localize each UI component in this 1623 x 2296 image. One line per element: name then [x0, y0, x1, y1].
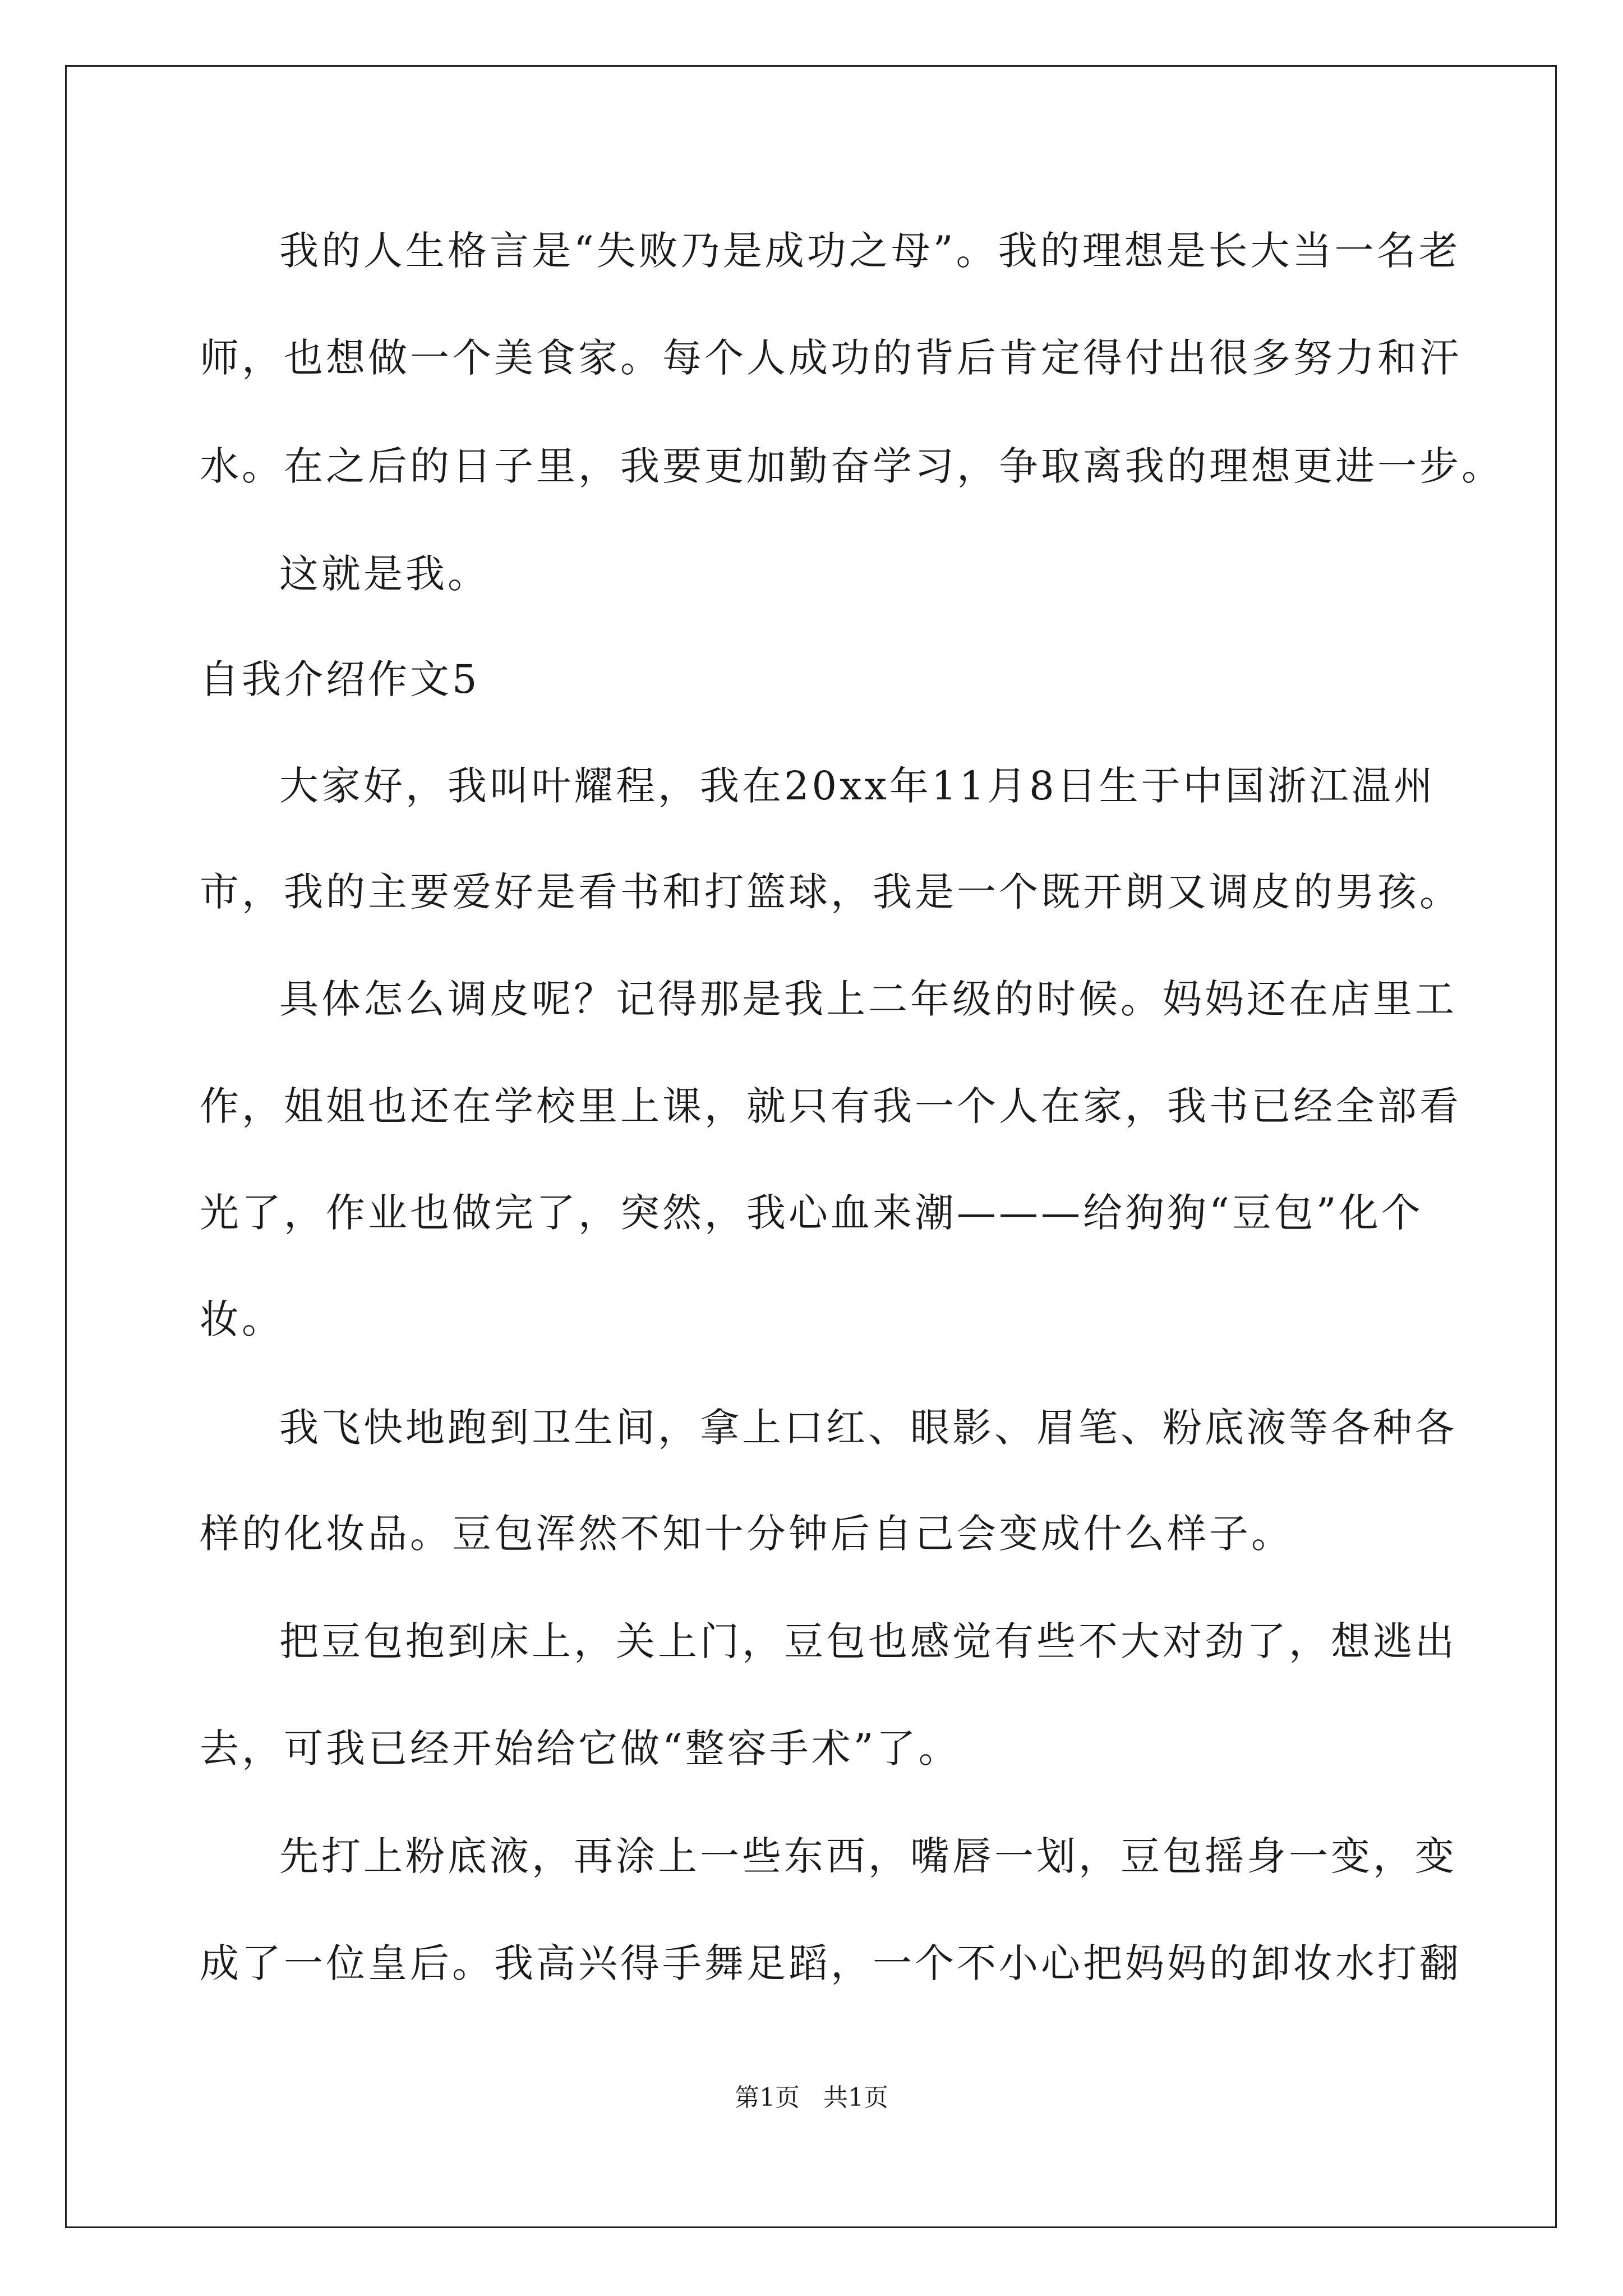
paragraph-line: 作，姐姐也还在学校里上课，就只有我一个人在家，我书已经全部看 [200, 1083, 1461, 1129]
paragraph-line: 具体怎么调皮呢？记得那是我上二年级的时候。妈妈还在店里工 [279, 976, 1457, 1022]
paragraph-line: 把豆包抱到床上，关上门，豆包也感觉有些不大对劲了，想逃出 [279, 1618, 1457, 1664]
paragraph-line: 我飞快地跑到卫生间，拿上口红、眼影、眉笔、粉底液等各种各 [279, 1405, 1457, 1451]
paragraph-line: 师，也想做一个美食家。每个人成功的背后肯定得付出很多努力和汗 [200, 335, 1461, 381]
paragraph-line: 市，我的主要爱好是看书和打篮球，我是一个既开朗又调皮的男孩。 [200, 869, 1461, 915]
page-border [65, 65, 1557, 2228]
paragraph-line: 我的人生格言是“失败乃是成功之母”。我的理想是长大当一名老 [279, 228, 1461, 274]
paragraph-line: 水。在之后的日子里，我要更加勤奋学习，争取离我的理想更进一步。 [200, 443, 1504, 489]
page-footer: 第1页 共1页 [735, 2083, 888, 2112]
paragraph-line: 大家好，我叫叶耀程，我在20xx年11月8日生于中国浙江温州 [279, 763, 1436, 809]
paragraph-line: 妆。 [200, 1296, 284, 1342]
paragraph-line: 成了一位皇后。我高兴得手舞足蹈，一个不小心把妈妈的卸妆水打翻 [200, 1940, 1461, 1986]
paragraph-line: 去，可我已经开始给它做“整容手术”了。 [200, 1726, 961, 1772]
paragraph-line: 光了，作业也做完了，突然，我心血来潮———给狗狗“豆包”化个 [200, 1190, 1423, 1236]
section-heading: 自我介绍作文5 [200, 656, 480, 702]
paragraph-line: 这就是我。 [279, 551, 490, 597]
paragraph-line: 样的化妆品。豆包浑然不知十分钟后自己会变成什么样子。 [200, 1511, 1293, 1557]
paragraph-line: 先打上粉底液，再涂上一些东西，嘴唇一划，豆包摇身一变，变 [279, 1833, 1457, 1879]
